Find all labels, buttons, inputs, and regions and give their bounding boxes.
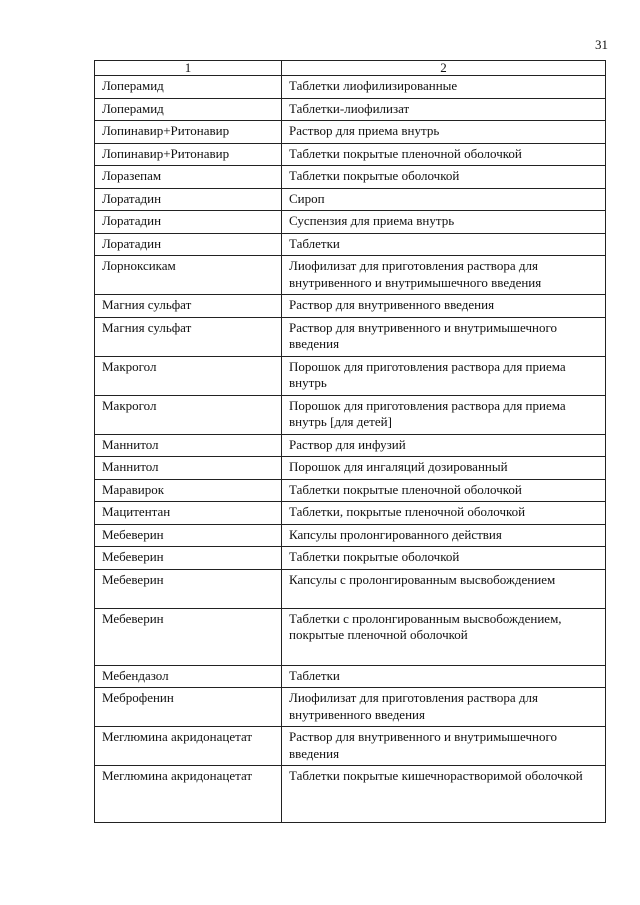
table-row [95,766,606,823]
dosage-form-cell: Порошок для приготовления раствора для приема внутрь [для детей] [282,395,606,434]
dosage-form-cell: Таблетки с пролонгированным высвобождением, покрытые пленочной оболочкой [282,608,606,665]
table-row [95,295,606,318]
drug-name-cell: Лоратадин [95,188,282,211]
drug-name-cell: Мебеверин [95,608,282,665]
table-row [95,502,606,525]
dosage-form-cell: Раствор для внутривенного и внутримышечного введения [282,727,606,766]
dosage-form-cell: Капсулы с пролонгированным высвобождением [282,569,606,608]
dosage-form-cell: Суспензия для приема внутрь [282,211,606,234]
table-row [95,166,606,189]
dosage-form-cell: Раствор для внутривенного введения [282,295,606,318]
page-number: 31 [595,37,608,52]
drug-name-cell: Лоперамид [95,98,282,121]
drug-name-cell: Лоратадин [95,211,282,234]
dosage-form-cell: Таблетки покрытые оболочкой [282,547,606,570]
dosage-form-cell: Лиофилизат для приготовления раствора для внутривенного введения [282,688,606,727]
table-row [95,727,606,766]
table-row [95,121,606,144]
drug-name-cell: Лоратадин [95,233,282,256]
drug-name-cell: Мебеверин [95,547,282,570]
table-row [95,98,606,121]
dosage-form-cell: Таблетки лиофилизированные [282,76,606,99]
column-header-2: 2 [282,61,606,76]
table-row [95,524,606,547]
dosage-form-cell: Сироп [282,188,606,211]
table-row [95,569,606,608]
table-row [95,479,606,502]
drug-name-cell: Мебеверин [95,524,282,547]
table-row [95,211,606,234]
dosage-form-cell: Раствор для инфузий [282,434,606,457]
dosage-form-cell: Лиофилизат для приготовления раствора для внутривенного и внутримышечного введения [282,256,606,295]
table-row [95,665,606,688]
table-row [95,188,606,211]
drug-name-cell: Лоразепам [95,166,282,189]
drug-name-cell: Магния сульфат [95,317,282,356]
drug-name-cell: Меглюмина акридонацетат [95,727,282,766]
drug-name-cell: Мацитентан [95,502,282,525]
dosage-form-cell: Капсулы пролонгированного действия [282,524,606,547]
drug-name-cell: Мебендазол [95,665,282,688]
drug-name-cell: Маннитол [95,434,282,457]
dosage-form-cell: Таблетки покрытые кишечнорастворимой оболочкой [282,766,606,823]
dosage-form-cell: Таблетки [282,665,606,688]
table-row [95,317,606,356]
dosage-form-cell: Раствор для внутривенного и внутримышечного введения [282,317,606,356]
table-row [95,688,606,727]
dosage-form-cell: Порошок для ингаляций дозированный [282,457,606,480]
dosage-form-cell: Таблетки-лиофилизат [282,98,606,121]
drug-name-cell: Мебеверин [95,569,282,608]
table-row [95,143,606,166]
dosage-form-cell: Таблетки покрытые пленочной оболочкой [282,479,606,502]
table-row [95,356,606,395]
dosage-form-cell: Порошок для приготовления раствора для приема внутрь [282,356,606,395]
table-row [95,608,606,665]
drug-name-cell: Лорноксикам [95,256,282,295]
column-header-1: 1 [95,61,282,76]
table-header-row [95,61,606,76]
drug-name-cell: Лоперамид [95,76,282,99]
table-row [95,233,606,256]
drug-name-cell: Лопинавир+Ритонавир [95,143,282,166]
dosage-form-cell: Таблетки покрытые пленочной оболочкой [282,143,606,166]
drug-name-cell: Макрогол [95,395,282,434]
drug-name-cell: Лопинавир+Ритонавир [95,121,282,144]
drug-name-cell: Маннитол [95,457,282,480]
drug-name-cell: Магния сульфат [95,295,282,318]
drug-name-cell: Макрогол [95,356,282,395]
table-row [95,547,606,570]
table-row [95,256,606,295]
table-row [95,434,606,457]
dosage-form-cell: Таблетки покрытые оболочкой [282,166,606,189]
table-row [95,395,606,434]
dosage-form-cell: Таблетки [282,233,606,256]
drug-name-cell: Маравирок [95,479,282,502]
drug-name-cell: Меброфенин [95,688,282,727]
dosage-form-cell: Раствор для приема внутрь [282,121,606,144]
drug-name-cell: Меглюмина акридонацетат [95,766,282,823]
table-row [95,76,606,99]
table-row [95,457,606,480]
dosage-form-cell: Таблетки, покрытые пленочной оболочкой [282,502,606,525]
drug-table [94,60,606,823]
